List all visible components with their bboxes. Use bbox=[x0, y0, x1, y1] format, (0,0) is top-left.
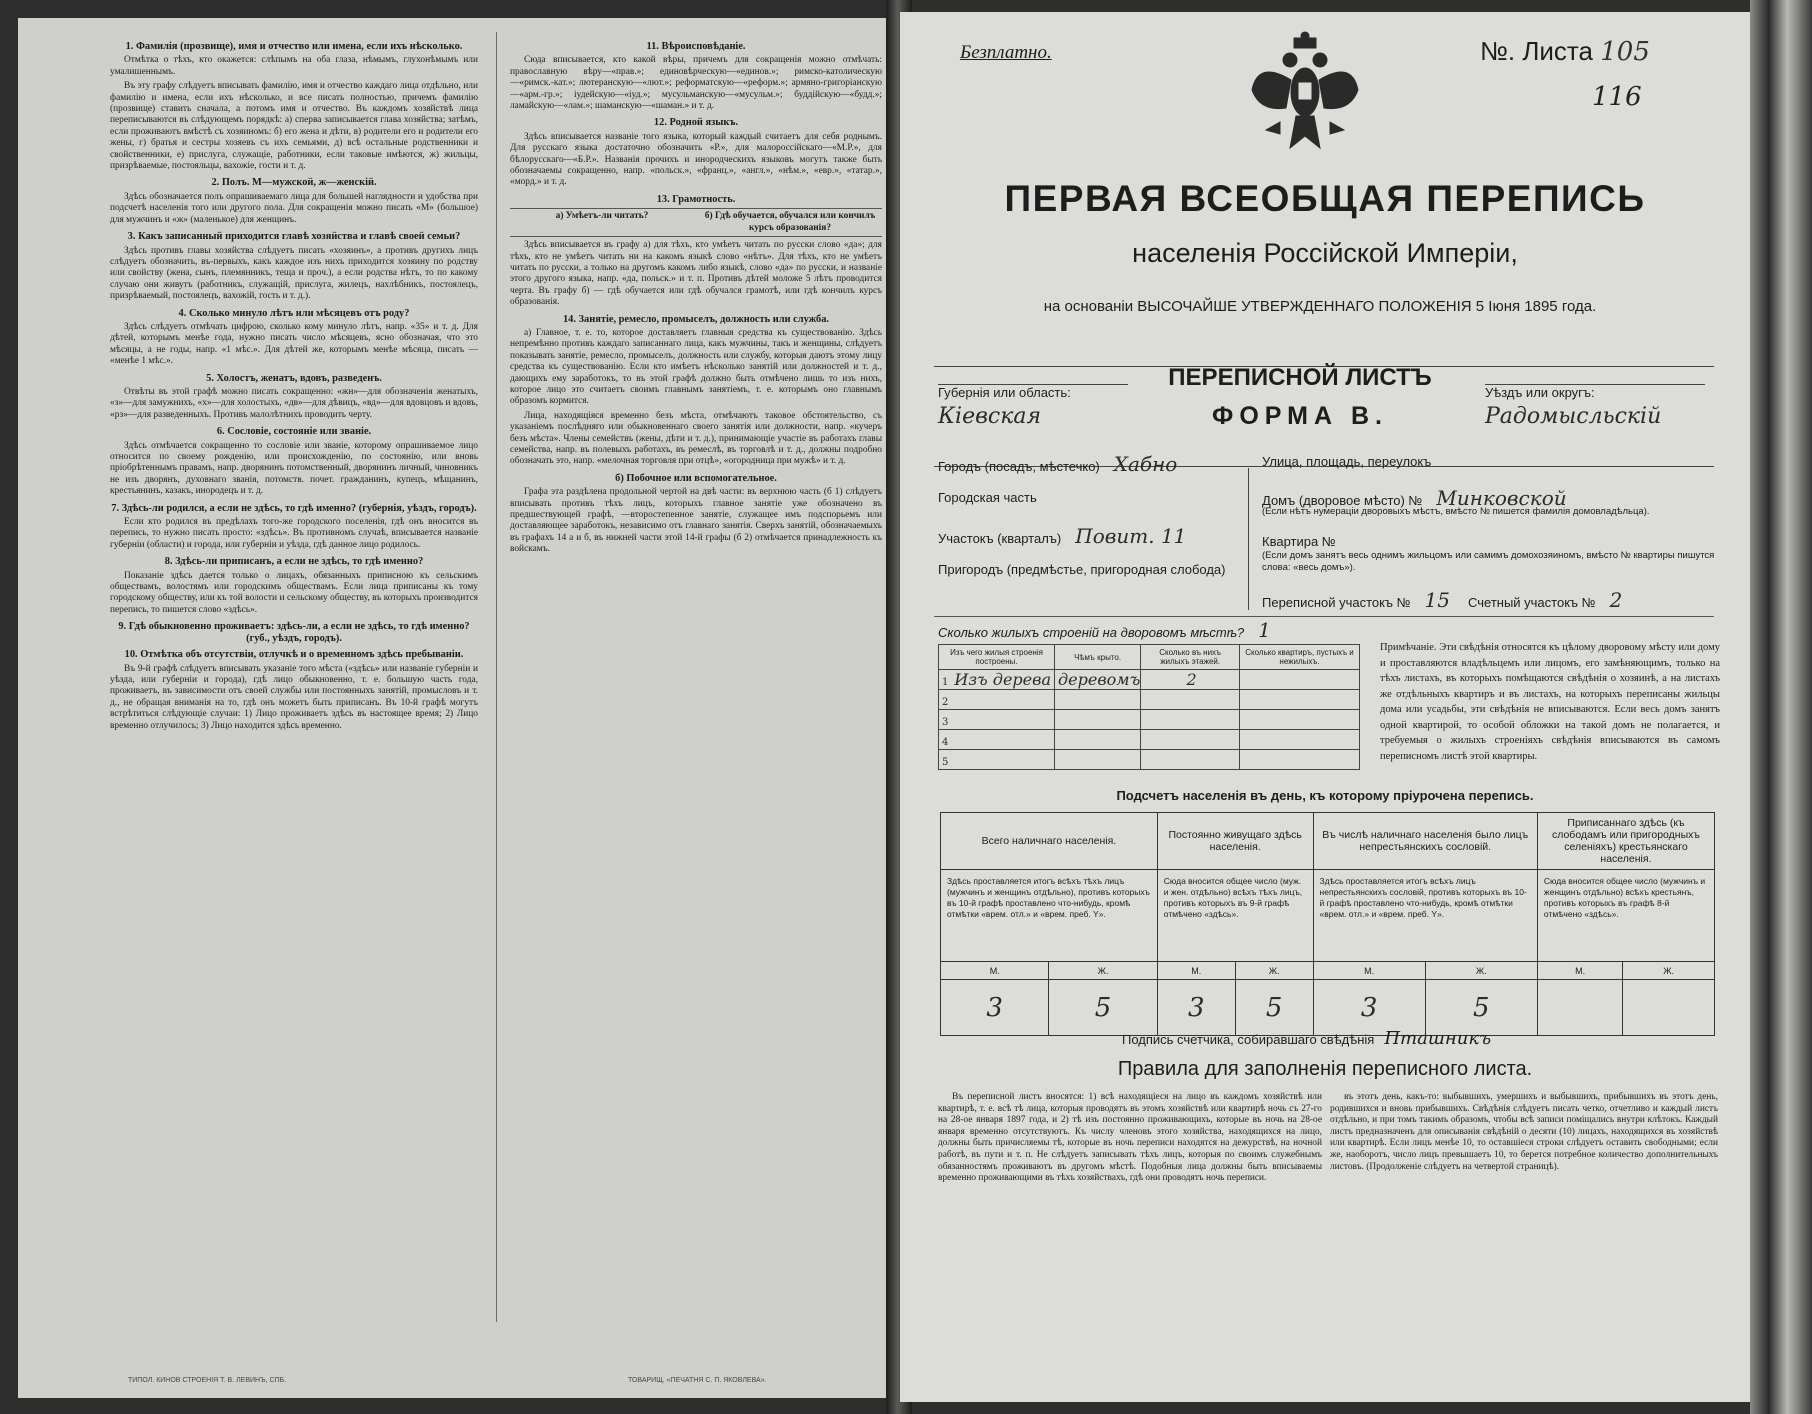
province-label: Губернія или область: bbox=[938, 385, 1071, 400]
section-text: а) Главное, т. е. то, которое доставляетъ главныя средства къ существованію. Здѣсь непремѣнно противъ каждаго записаннаго лица, какъ мужчины, такъ и женщины, слѣдуетъ показывать занятіе, ремесло, промыселъ, должность или службу, которыя даютъ этому лицу средства къ существованію. Если кто имѣетъ нѣсколько занятій или должностей и т. д., дающихъ ему заработокъ, то въ этой графѣ должно быть отмѣчено лишь то изъ нихъ, которое лицо это считаетъ своимъ главнымъ занятіемъ, т. е. которымъ оно главнымъ образомъ кормится. bbox=[510, 327, 882, 407]
floors-cell bbox=[1141, 750, 1240, 770]
address-divider bbox=[1248, 468, 1249, 610]
instructions-column-b bbox=[510, 36, 882, 1316]
city-value: Хабно bbox=[1113, 452, 1178, 476]
floors-cell bbox=[1141, 730, 1240, 750]
material-value: Изъ дерева bbox=[954, 670, 1051, 689]
buildings-table bbox=[938, 644, 1360, 770]
section-text: Отвѣты въ этой графѣ можно писать сокращенно: «жн»—для обозначенія женатыхъ, «з»—для замужнихъ, «х»—для холостыхъ, «дв»—для дѣвицъ, «вд»—для вдовцовъ и вдовъ, «рз»—для разведенныхъ. Противъ малолѣтнихъ проводить черту. bbox=[110, 386, 478, 420]
row-number: 1 bbox=[942, 677, 949, 688]
rules-title: Правила для заполненія переписного листа. bbox=[1117, 1058, 1533, 1080]
male-label: М. bbox=[941, 962, 1049, 980]
rules-column-a bbox=[938, 1092, 1322, 1382]
legal-basis-line: на основаніи ВЫСОЧАЙШЕ УТВЕРЖДЕННАГО ПОЛОЖЕНІЯ 5 Іюня 1895 года. bbox=[1043, 298, 1597, 315]
section-text: Въ 9-й графѣ слѣдуетъ вписывать указаніе того мѣста («здѣсь» или названіе губерніи и уѣзда, или губерніи и города), гдѣ лицо обыкновенно, т. е. большую часть года, проживаетъ, въ зависимости отъ своей службы или постоянныхъ занятій, промысловъ и т. д., не обращая вниманія на то, гдѣ онъ можетъ быть приписанъ. Въ 10-й графѣ могутъ встрѣтиться слѣдующіе случаи: 1) Лицо проживаетъ здѣсь въ настоящее время; 2) Лицо временно отлучилось; 3) Лицо находится здѣсь временно. bbox=[110, 663, 478, 731]
sheet-number bbox=[1480, 36, 1650, 67]
count-nonpeasant-male: 3 bbox=[1313, 980, 1425, 1036]
table-row bbox=[939, 710, 1360, 730]
population-count-table bbox=[940, 812, 1715, 1036]
section-heading: 10. Отмѣтка объ отсутствіи, отлучкѣ и о временномъ здѣсь пребываніи. bbox=[124, 649, 464, 661]
section-text: Здѣсь отмѣчается сокращенно то сословіе или званіе, которому опрашиваемое лицо относится по своему рожденію, или происхожденію, по состоянію, или вновь пріобрѣтеннымъ правамъ, напр. дворянинъ потомственный, дворянинъ личный, чиновникъ не изъ дворянъ, духовнаго званія, потомств. почет. гражданинъ, купецъ, мѣщанинъ, крестьянинъ, казакъ, инородецъ и т. д. bbox=[110, 440, 478, 497]
sheet-title-box bbox=[1130, 358, 1470, 464]
material-cell bbox=[939, 710, 1055, 730]
floors-cell bbox=[1141, 690, 1240, 710]
apartment-label: Квартира № bbox=[1262, 534, 1336, 549]
material-cell bbox=[939, 670, 1055, 690]
material-cell bbox=[939, 690, 1055, 710]
row-number: 3 bbox=[942, 717, 949, 728]
printer-imprint-left: ТИПОЛ. КИНОВ СТРОЕНІЯ Т. В. ЛЕВИНЪ, СПБ. bbox=[128, 1377, 287, 1384]
census-area-label: Переписной участокъ № bbox=[1262, 595, 1411, 610]
section-text: Показаніе здѣсь дается только о лицахъ, обязанныхъ приписною къ сельскимъ обществамъ, волостямъ или городскимъ обществамъ. Если лица приписаны къ тому городскому обществу, или къ той волости и сельскому обществу, въ которыхъ производится перепись, то пишется слово «здѣсь». bbox=[110, 570, 478, 615]
section-label: Участокъ (кварталъ) bbox=[938, 531, 1062, 546]
count-nonpeasant-female: 5 bbox=[1425, 980, 1537, 1036]
right-page-census-form bbox=[900, 12, 1750, 1402]
page-subtitle: населенія Россійской Имперіи, bbox=[1132, 238, 1518, 268]
section-heading: 1. Фамилія (прозвище), имя и отчество или имена, если ихъ нѣсколько. bbox=[125, 41, 463, 52]
roof-cell bbox=[1055, 710, 1141, 730]
suburb-label: Пригородъ (предмѣстье, пригородная слобода) bbox=[938, 562, 1226, 577]
street-label: Улица, площадь, переулокъ bbox=[1262, 454, 1432, 469]
suburb-field bbox=[938, 562, 1225, 577]
empty-apartments-cell bbox=[1240, 730, 1360, 750]
count-permanent-male: 3 bbox=[1157, 980, 1235, 1036]
province-field bbox=[938, 384, 1128, 429]
sheet-number-label: №. Листа bbox=[1480, 36, 1594, 66]
count-header-nonpeasant: Въ числѣ наличнаго населенія было лицъ непрестьянскихъ сословій. bbox=[1313, 813, 1537, 870]
section-text: Здѣсь вписывается названіе того языка, который каждый считаетъ для себя роднымъ. Для русскаго языка достаточно обозначить «Р.», для малороссійскаго—«М.Р.», для бѣлорусскаго—«Б.Р.». Названія прочихъ и инородческихъ языковъ могутъ также быть обозначаемы сокращенно, напр. «польск.», «франц.», «англ.», «нѣм.», «евр.», «татар.», «морд.» и т. д. bbox=[510, 131, 882, 188]
buildings-header-material: Изъ чего жилыя строенія построены. bbox=[939, 645, 1055, 670]
buildings-header-floors: Сколько въ нихъ жилыхъ этажей. bbox=[1141, 645, 1240, 670]
roof-cell bbox=[1055, 730, 1141, 750]
buildings-table-header bbox=[939, 645, 1360, 670]
count-peasant-male bbox=[1537, 980, 1622, 1036]
section-heading: 4. Сколько минуло лѣтъ или мѣсяцевъ отъ роду? bbox=[178, 307, 410, 319]
section-heading: 9. Гдѣ обыкновенно проживаетъ: здѣсь-ли, а если не здѣсь, то гдѣ именно? (губ., уѣздъ, городъ). bbox=[118, 621, 470, 644]
row-number: 2 bbox=[942, 697, 949, 708]
male-label: М. bbox=[1157, 962, 1235, 980]
form-label: ФОРМА В. bbox=[1212, 402, 1388, 430]
city-label: Городъ (посадъ, мѣстечко) bbox=[938, 459, 1100, 474]
district-field bbox=[1485, 384, 1705, 429]
section-text: Въ эту графу слѣдуетъ вписывать фамилію, имя и отчество каждаго лица отдѣльно, или фамилію и имена, если ихъ нѣсколько, и все писать полностью, причемъ фамилію (прозвище) ставить сначала, а потомъ имя и отчество. Въ каждомъ хозяйствѣ лица переписываются въ слѣдующемъ порядкѣ: а) сперва записывается глава хозяйства; затѣмъ, если проживаютъ вмѣстѣ съ хозяиномъ: б) его жена и дѣти, в) родители его и родители его жены, г) братья и сестры хозяевъ съ ихъ семьями, д) всѣ остальные родственники и свойственники, е) прислуга, служащіе, работники, если таковые имѣются, ж) жильцы, призрѣваемые, постояльцы, вахожіе, гости и т. д. bbox=[110, 81, 478, 172]
literacy-questions bbox=[510, 208, 882, 237]
sheet-number-value: 105 bbox=[1600, 37, 1650, 67]
empty-apartments-cell bbox=[1240, 750, 1360, 770]
section-text: Здѣсь противъ главы хозяйства слѣдуетъ писать «хозяинъ», а противъ другихъ лицъ слѣдуетъ обозначить, въ-первыхъ, какъ каждое изъ нихъ приходится хозяину по родству или свойству (жена, сынъ, племянникъ, теща и проч.), а если родства нѣтъ, то по какому случаю они живутъ (работникъ, служащій, прислуга, жилецъ, нахлѣбникъ, постоялецъ, призрѣваемый, постоялецъ, вахожій, гость и т. д.). bbox=[110, 245, 478, 302]
female-label: Ж. bbox=[1623, 962, 1715, 980]
roof-cell bbox=[1055, 690, 1141, 710]
free-label: Безплатно. bbox=[960, 42, 1052, 63]
census-area-value: 15 bbox=[1424, 588, 1450, 612]
female-label: Ж. bbox=[1049, 962, 1157, 980]
count-total-male: 3 bbox=[941, 980, 1049, 1036]
buildings-header-roof: Чѣмъ крыто. bbox=[1055, 645, 1141, 670]
section-heading: 5. Холостъ, женатъ, вдовъ, разведенъ. bbox=[206, 372, 382, 384]
printer-imprint-right: ТОВАРИЩ. «ПЕЧАТНЯ С. П. ЯКОВЛЕВА». bbox=[628, 1377, 767, 1384]
city-part-label: Городская часть bbox=[938, 490, 1037, 505]
section-text: Здѣсь вписывается въ графу а) для тѣхъ, кто умѣетъ читать по русски слово «да»; для тѣхъ, кто не умѣетъ читать ни на какомъ языкѣ слово «нѣтъ». Для тѣхъ, кто не умѣетъ читать по русски, а только на другомъ какомъ либо языкѣ, слово «да» по русски, и названіе этого другого языка, напр. «да, польск.» и т. п. Противъ дѣтей моложе 5 лѣтъ проводится черта. Въ графу б) — гдѣ обучается или гдѣ обучался грамотѣ, или гдѣ кончилъ курсъ образованія. bbox=[510, 240, 882, 308]
row-number: 5 bbox=[942, 757, 949, 768]
rules-column-b bbox=[1330, 1092, 1718, 1382]
roof-cell bbox=[1055, 750, 1141, 770]
counting-area-field bbox=[1468, 588, 1622, 612]
count-desc-total: Здѣсь проставляется итогъ всѣхъ тѣхъ лицъ (мужчинъ и женщинъ отдѣльно), противъ которыхъ въ 10-й графѣ проставлено что-нибудь, кромѣ отмѣтки «врем. отл.» и «врем. преб. Y». bbox=[941, 870, 1158, 962]
section-text: Сюда вписывается, кто какой вѣры, причемъ для сокращенія можно отмѣчать: православную вѣру—«прав.»; единовѣрческую—«единов.»; римско-католическую—«римск.-кат.»; лютеранскую—«лют.»; реформатскую—«реформ.»; армяно-григоріанскую—«арм.-гр.»; іудейскую—«іуд.»; мусульманскую—«мусульм.»; буддійскую—«будд.»; ламайскую—«лам.»; шаманскую—«шаман.» и т. д. bbox=[510, 55, 882, 112]
count-peasant-female bbox=[1623, 980, 1715, 1036]
roof-cell: деревомъ bbox=[1055, 670, 1141, 690]
apartment-note: (Если домъ занятъ весь однимъ жильцомъ или самимъ домохозяиномъ, вмѣсто № квартиры пишутся слова: «весь домъ»). bbox=[1262, 550, 1715, 573]
house-note: (Если нѣтъ нумераціи дворовыхъ мѣстъ, вмѣсто № пишется фамилія домовладѣльца). bbox=[1262, 506, 1650, 517]
house-label: Домъ (дворовое мѣсто) № bbox=[1262, 493, 1423, 508]
province-value: Кіевская bbox=[938, 404, 1042, 429]
district-value: Радомысльскій bbox=[1485, 404, 1662, 429]
table-row bbox=[939, 670, 1360, 690]
floors-cell: 2 bbox=[1141, 670, 1240, 690]
count-desc-peasant: Сюда вносится общее число (мужчинъ и женщинъ отдѣльно) всѣхъ крестьянъ, противъ которыхъ въ графѣ 8-й отмѣчено «здѣсь». bbox=[1537, 870, 1714, 962]
count-total-female: 5 bbox=[1049, 980, 1157, 1036]
count-desc-nonpeasant: Здѣсь проставляется итогъ всѣхъ лицъ непрестьянскихъ сословій, противъ которыхъ въ 10-й графѣ проставлено что-нибудь, кромѣ отмѣтки «врем. отл.» и «врем. преб. Y». bbox=[1313, 870, 1537, 962]
count-permanent-female: 5 bbox=[1235, 980, 1313, 1036]
empty-apartments-cell bbox=[1240, 690, 1360, 710]
street-field bbox=[1262, 454, 1431, 469]
sheet-title: ПЕРЕПИСНОЙ ЛИСТЪ bbox=[1168, 364, 1432, 391]
count-title: Подсчетъ населенія въ день, къ которому пріурочена перепись. bbox=[1116, 788, 1534, 803]
left-page-instructions bbox=[18, 18, 894, 1398]
city-field bbox=[938, 452, 1177, 476]
section-heading: б) Побочное или вспомогательное. bbox=[615, 472, 777, 484]
stacked-pages-edge bbox=[1750, 0, 1812, 1414]
table-row bbox=[939, 750, 1360, 770]
page-title: ПЕРВАЯ ВСЕОБЩАЯ ПЕРЕПИСЬ bbox=[1004, 178, 1646, 219]
row-number: 4 bbox=[942, 737, 949, 748]
city-part-field bbox=[938, 490, 1037, 505]
apartment-field bbox=[1262, 534, 1336, 549]
remark-note: Примѣчаніе. Эти свѣдѣнія относятся къ цѣлому дворовому мѣсту или дому и проставляются владѣльцемъ или лицомъ, его замѣняющимъ, только на тѣхъ листахъ, въ которыхъ помѣщаются свѣдѣнія о хозяинѣ, а на листахъ же отдѣльныхъ квартиръ и въ листахъ, на которыхъ переписаны жильцы дома или усадьбы, эти свѣдѣнія не вписываются. Если весь домъ занятъ одной квартирой, то особой обложки на такой домъ не полагается, и требуемыя о жилыхъ строеніяхъ свѣдѣнія вписываются въ самомъ переписномъ листѣ этой квартиры. bbox=[1380, 642, 1720, 762]
count-header-peasant: Приписаннаго здѣсь (къ слободамъ или пригородныхъ селеніяхъ) крестьянскаго населенія. bbox=[1537, 813, 1714, 870]
section-heading: 11. Вѣроисповѣданіе. bbox=[646, 41, 746, 52]
material-cell bbox=[939, 750, 1055, 770]
section-heading: 12. Родной языкъ. bbox=[653, 117, 739, 129]
section-heading: 3. Какъ записанный приходится главѣ хозяйства и главѣ своей семьи? bbox=[127, 231, 461, 243]
buildings-question: Сколько жилыхъ строеній на дворовомъ мѣстѣ? bbox=[938, 625, 1245, 640]
section-heading: 2. Полъ. М—мужской, ж—женскій. bbox=[211, 177, 377, 189]
literacy-question: а) Умѣетъ-ли читать? bbox=[555, 211, 649, 222]
material-cell bbox=[939, 730, 1055, 750]
column-divider bbox=[496, 32, 497, 1322]
male-label: М. bbox=[1537, 962, 1622, 980]
double-headed-eagle-icon bbox=[1250, 30, 1360, 160]
signature-line bbox=[1122, 1028, 1491, 1049]
section-text: Если кто родился въ предѣлахъ того-же городского поселенія, гдѣ онъ вносится въ перепись, то нужно писать просто: «здѣсь». Въ противномъ случаѣ, вписывается названіе губерніи (области) и города, или губерніи и уѣзда, гдѣ данное лицо родилось. bbox=[110, 517, 478, 550]
counting-area-value: 2 bbox=[1609, 588, 1623, 612]
section-field bbox=[938, 524, 1186, 548]
section-heading: 14. Занятіе, ремесло, промыселъ, должность или служба. bbox=[562, 313, 830, 325]
floors-cell bbox=[1141, 710, 1240, 730]
section-text: Здѣсь слѣдуетъ отмѣчать цифрою, сколько кому минуло лѣтъ, напр. «35» и т. д. Для дѣтей, которымъ менѣе года, нужно писать число мѣсяцевъ, ясно обозначая, что это мѣсяцы, а не годы, напр. «1 мѣс.». Для дѣтей же, которымъ менѣе мѣсяца, писать — «менѣе 1 мѣс.». bbox=[110, 321, 478, 367]
table-row bbox=[939, 730, 1360, 750]
district-label: Уѣздъ или округъ: bbox=[1485, 385, 1595, 400]
male-label: М. bbox=[1313, 962, 1425, 980]
female-label: Ж. bbox=[1235, 962, 1313, 980]
count-header-permanent: Постоянно живущаго здѣсь населенія. bbox=[1157, 813, 1313, 870]
signature-label: Подпись счетчика, собиравшаго свѣдѣнія bbox=[1122, 1032, 1375, 1047]
count-desc-row bbox=[941, 870, 1715, 962]
section-heading: 13. Грамотность. bbox=[656, 193, 736, 205]
section-text: Отмѣтка о тѣхъ, кто окажется: слѣпымъ на оба глаза, нѣмымъ, глухонѣмымъ или умалишеннымъ. bbox=[110, 55, 478, 77]
section-heading: 8. Здѣсь-ли приписанъ, а если не здѣсь, то гдѣ именно? bbox=[164, 556, 424, 568]
female-label: Ж. bbox=[1425, 962, 1537, 980]
census-area-field bbox=[1262, 588, 1450, 612]
section-heading: 6. Сословіе, состояніе или званіе. bbox=[216, 426, 372, 438]
counting-area-label: Счетный участокъ № bbox=[1468, 595, 1596, 610]
rules-text-b: въ этотъ день, какъ-то: выбывшихъ, умершихъ и выбывшихъ, прибывшихъ въ этотъ день, родившихся и вновь прибывшихъ. Свѣдѣнія слѣдуетъ писать четко, отчетливо и каждый листъ отдѣльно, и при томъ такимъ образомъ, чтобы всѣ записи поміщались внутри клѣтокъ. Каждый листъ предназначенъ для описыванія свѣдѣній о десяти (10) лицахъ, находящихся въ хозяйствѣ или квартирѣ. Если лицъ менѣе 10, то оставшіеся строки слѣдуетъ оставить свободными; если же, наоборотъ, число лицъ превышаетъ 10, то берется потребное количество дополнительныхъ листовъ. (Продолженіе слѣдуетъ на четвертой страницѣ). bbox=[1330, 1092, 1718, 1172]
literacy-question: б) Гдѣ обучается, обучался или кончилъ курсъ образованія? bbox=[704, 211, 876, 233]
table-row bbox=[939, 690, 1360, 710]
section-text: Графа эта раздѣлена продольной чертой на двѣ части: въ верхнюю часть (б 1) слѣдуетъ вписывать противъ тѣхъ лицъ, которыхъ главное занятіе уже обозначено въ предшествующей графѣ, —второстепенное занятіе, служащее имъ подспорьемъ или доставляющее заработокъ, независимо отъ главнаго занятія. Сверхъ занятій, обозначаемыхъ въ графахъ 14 а и б, въ нижней части этой 14-й графы (б 2) отмѣчается принадлежность къ войскамъ. bbox=[510, 487, 882, 555]
count-header-total: Всего наличнаго населенія. bbox=[941, 813, 1158, 870]
empty-apartments-cell bbox=[1240, 670, 1360, 690]
buildings-header-empty: Сколько квартиръ, пустыхъ и нежилыхъ. bbox=[1240, 645, 1360, 670]
count-header-row bbox=[941, 813, 1715, 870]
instructions-column-a bbox=[110, 36, 478, 1336]
buildings-table-body bbox=[939, 670, 1360, 770]
rules-text-a: Въ переписной листъ вносятся: 1) всѣ находящіеся на лицо въ каждомъ хозяйствѣ или квартирѣ, т. е. всѣ тѣ лица, которыя проводятъ въ этомъ хозяйствѣ или квартирѣ ночь съ 27-го на 28-ое января 1897 года, и 2) тѣ изъ постоянно проживающихъ, которые въ ночь на 28-ое января временно отсутствуютъ. Къ числу членовъ этого хозяйства, находящихся на лицо, должны быть причисляемы тѣ, которые въ ночь переписи находятся на дежурствѣ, на ночной работѣ, въ пути и т. п. Не слѣдуетъ записывать тѣхъ лицъ, которыя по своимъ служебнымъ обязанностямъ проживаютъ въ другомъ мѣстѣ. Подобныя лица должны быть вписываемы временно проживающими въ тѣхъ хозяйствахъ, гдѣ они проводятъ ночь переписи. bbox=[938, 1092, 1322, 1184]
buildings-question-field bbox=[938, 618, 1271, 642]
section-text: Лица, находящіяся временно безъ мѣста, отмѣчаютъ таковое обстоятельство, съ указаніемъ послѣдняго или обыкновеннаго своего занятія или должности, напр. «кучеръ безъ мѣста». Члены семействъ (жены, дѣти и т. д.), принимающіе участіе въ работахъ главы семейства, напр. въ полевыхъ работахъ, въ ремеслѣ, въ торговлѣ и т. д., должны подробно обозначать это, напр. «мелочная торговля при отцѣ», «огородница при мужѣ» и т. д. bbox=[510, 410, 882, 467]
count-sex-row bbox=[941, 962, 1715, 980]
section-text: Здѣсь обозначается полъ опрашиваемаго лица для большей наглядности и удобства при подсчетѣ населенія того или другого пола. Для сокращенія можно писать «М» (большое) для мужчинъ и «ж» (маленькое) для женщинъ. bbox=[110, 191, 478, 225]
signature-value: Пташникъ bbox=[1384, 1028, 1492, 1049]
house-value: Минковской bbox=[1436, 486, 1567, 510]
empty-apartments-cell bbox=[1240, 710, 1360, 730]
address-bottom-rule bbox=[934, 616, 1714, 617]
buildings-count: 1 bbox=[1258, 618, 1271, 642]
section-value: Повит. 11 bbox=[1075, 524, 1187, 548]
section-heading: 7. Здѣсь-ли родился, а если не здѣсь, то гдѣ именно? (губернія, уѣздъ, городъ). bbox=[111, 502, 477, 514]
count-desc-permanent: Сюда вносится общее число (муж. и жен. отдѣльно) всѣхъ тѣхъ лицъ, противъ которыхъ въ 9-й графѣ отмѣчено «здѣсь». bbox=[1157, 870, 1313, 962]
handwritten-number: 116 bbox=[1592, 82, 1642, 112]
